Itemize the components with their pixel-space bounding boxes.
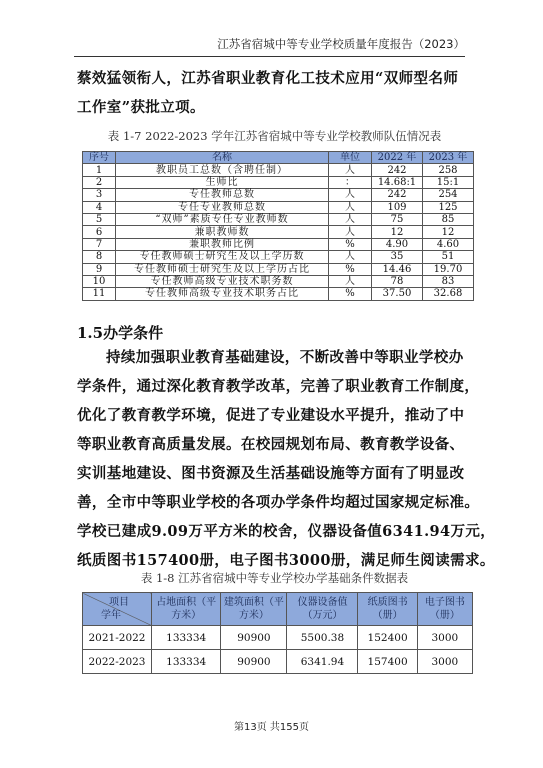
table-cell: 4.90 (372, 238, 423, 250)
page-number: 第13页 共155页 (234, 722, 309, 733)
table-row (83, 263, 474, 275)
table-cell: % (329, 288, 372, 300)
column-header: 纸质图书（册） (358, 593, 417, 626)
row-name-cell: 专任专业教师总数 (116, 201, 329, 213)
row-name-cell: 专任教师高级专业技术职务数 (116, 275, 329, 287)
table-cell: 12 (372, 226, 423, 238)
table-cell: 14.46 (372, 263, 423, 275)
table-row (83, 288, 474, 300)
row-name-cell: 专任教师硕士研究生及以上学历占比 (116, 263, 329, 275)
table-row (83, 189, 474, 201)
table-cell: 6341.94 (287, 650, 358, 674)
intro-line: 蔡效猛领衔人，江苏省职业教育化工技术应用“双师型名师 (77, 70, 459, 87)
row-name-cell: “双师”素质专任专业教师数 (116, 213, 329, 225)
table-cell: 2 (83, 176, 116, 188)
table-cell: 242 (372, 164, 423, 176)
table-cell: ： (329, 176, 372, 188)
table-cell: 人 (329, 164, 372, 176)
body-line: 等职业教育高质量发展。在校园规划布局、教育教学设备、 (77, 436, 465, 453)
table-cell: 125 (423, 201, 474, 213)
table-cell: 12 (423, 226, 474, 238)
table-cell: 人 (329, 275, 372, 287)
body-line: 纸质图书157400册，电子图书3000册，满足师生阅读需求。 (77, 552, 495, 569)
table-row (83, 650, 473, 674)
table-cell: 37.50 (372, 288, 423, 300)
corner-label-item: 项目 (109, 597, 129, 608)
table-cell: 人 (329, 213, 372, 225)
table-cell: 242 (372, 189, 423, 201)
table-cell: 35 (372, 251, 423, 263)
table-cell: 157400 (358, 650, 417, 674)
table-cell: 15:1 (423, 176, 474, 188)
table-row (83, 213, 474, 225)
table-row (83, 226, 474, 238)
table-cell: 78 (372, 275, 423, 287)
table-cell: 3000 (417, 626, 472, 650)
column-header: 序号 (83, 152, 116, 164)
table-cell: 人 (329, 226, 372, 238)
row-name-cell: 专任教师硕士研究生及以上学历数 (116, 251, 329, 263)
table-row (83, 164, 474, 176)
column-header: 仪器设备值（万元） (287, 593, 358, 626)
table-row (83, 176, 474, 188)
table-cell: 19.70 (423, 263, 474, 275)
table-cell: 5500.38 (287, 626, 358, 650)
diagonal-header-cell (83, 593, 152, 626)
table1-caption: 表 1-7 2022-2023 学年江苏省宿城中等专业学校教师队伍情况表 (107, 129, 442, 143)
table-cell: 254 (423, 189, 474, 201)
table-cell: 3000 (417, 650, 472, 674)
table-cell: 83 (423, 275, 474, 287)
table-cell: 258 (423, 164, 474, 176)
body-line: 持续加强职业教育基础建设，不断改善中等职业学校办 (106, 349, 464, 366)
table-cell: 90900 (221, 650, 287, 674)
table-row (83, 251, 474, 263)
table-header-row (83, 152, 474, 164)
row-name-cell: 生师比 (116, 176, 329, 188)
body-line: 优化了教育教学环境，促进了专业建设水平提升，推动了中 (77, 407, 465, 424)
body-line: 学校已建成9.09万平方米的校舍，仪器设备值6341.94万元， (77, 523, 496, 540)
table-row (83, 238, 474, 250)
table-cell: 32.68 (423, 288, 474, 300)
column-header: 2022 年 (372, 152, 423, 164)
table-cell: 人 (329, 189, 372, 201)
row-name-cell: 专任教师总数 (116, 189, 329, 201)
table-cell: 7 (83, 238, 116, 250)
table-cell: 75 (372, 213, 423, 225)
column-header: 2023 年 (423, 152, 474, 164)
table-cell: 10 (83, 275, 116, 287)
row-name-cell: 专任教师高级专业技术职务占比 (116, 288, 329, 300)
column-header: 电子图书（册） (417, 593, 472, 626)
body-line: 善，全市中等职业学校的各项办学条件均超过国家规定标准。 (77, 494, 480, 511)
conditions-table (82, 592, 473, 674)
column-header: 占地面积（平方米） (152, 593, 221, 626)
table-cell: 3 (83, 189, 116, 201)
body-paragraph (77, 343, 496, 575)
column-header: 单位 (329, 152, 372, 164)
table-cell: 133334 (152, 626, 221, 650)
table-header-row (83, 593, 473, 626)
column-header: 建筑面积（平方米） (221, 593, 287, 626)
year-cell: 2022-2023 (83, 650, 152, 674)
table-cell: 85 (423, 213, 474, 225)
corner-label-year: 学年 (101, 610, 121, 621)
column-header: 名称 (116, 152, 329, 164)
teacher-table (82, 151, 474, 301)
table-cell: 4.60 (423, 238, 474, 250)
table-row (83, 275, 474, 287)
intro-paragraph (77, 64, 472, 122)
table-cell: 51 (423, 251, 474, 263)
intro-line: 工作室”获批立项。 (77, 99, 205, 116)
row-name-cell: 教职员工总数（含聘任制） (116, 164, 329, 176)
table-cell: 8 (83, 251, 116, 263)
table-cell: 1 (83, 164, 116, 176)
table-row (83, 201, 474, 213)
table-cell: 6 (83, 226, 116, 238)
section-title: 1.5办学条件 (77, 324, 164, 342)
table-cell: 152400 (358, 626, 417, 650)
table-cell: % (329, 263, 372, 275)
table-cell: % (329, 238, 372, 250)
page-header: 江苏省宿城中等专业学校质量年度报告（2023） (74, 36, 465, 57)
table2-caption: 表 1-8 江苏省宿城中等专业学校办学基础条件数据表 (140, 571, 409, 585)
table-cell: 人 (329, 201, 372, 213)
table-cell: 5 (83, 213, 116, 225)
body-line: 学条件，通过深化教育教学改革，完善了职业教育工作制度， (77, 378, 480, 395)
year-cell: 2021-2022 (83, 626, 152, 650)
row-name-cell: 兼职教师比例 (116, 238, 329, 250)
table-row (83, 626, 473, 650)
table-cell: 90900 (221, 626, 287, 650)
body-line: 实训基地建设、图书资源及生活基础设施等方面有了明显改 (77, 465, 465, 482)
table-cell: 人 (329, 251, 372, 263)
table-cell: 133334 (152, 650, 221, 674)
table-cell: 9 (83, 263, 116, 275)
table-cell: 109 (372, 201, 423, 213)
table-cell: 11 (83, 288, 116, 300)
row-name-cell: 兼职教师数 (116, 226, 329, 238)
table-cell: 14.68:1 (372, 176, 423, 188)
table-cell: 4 (83, 201, 116, 213)
